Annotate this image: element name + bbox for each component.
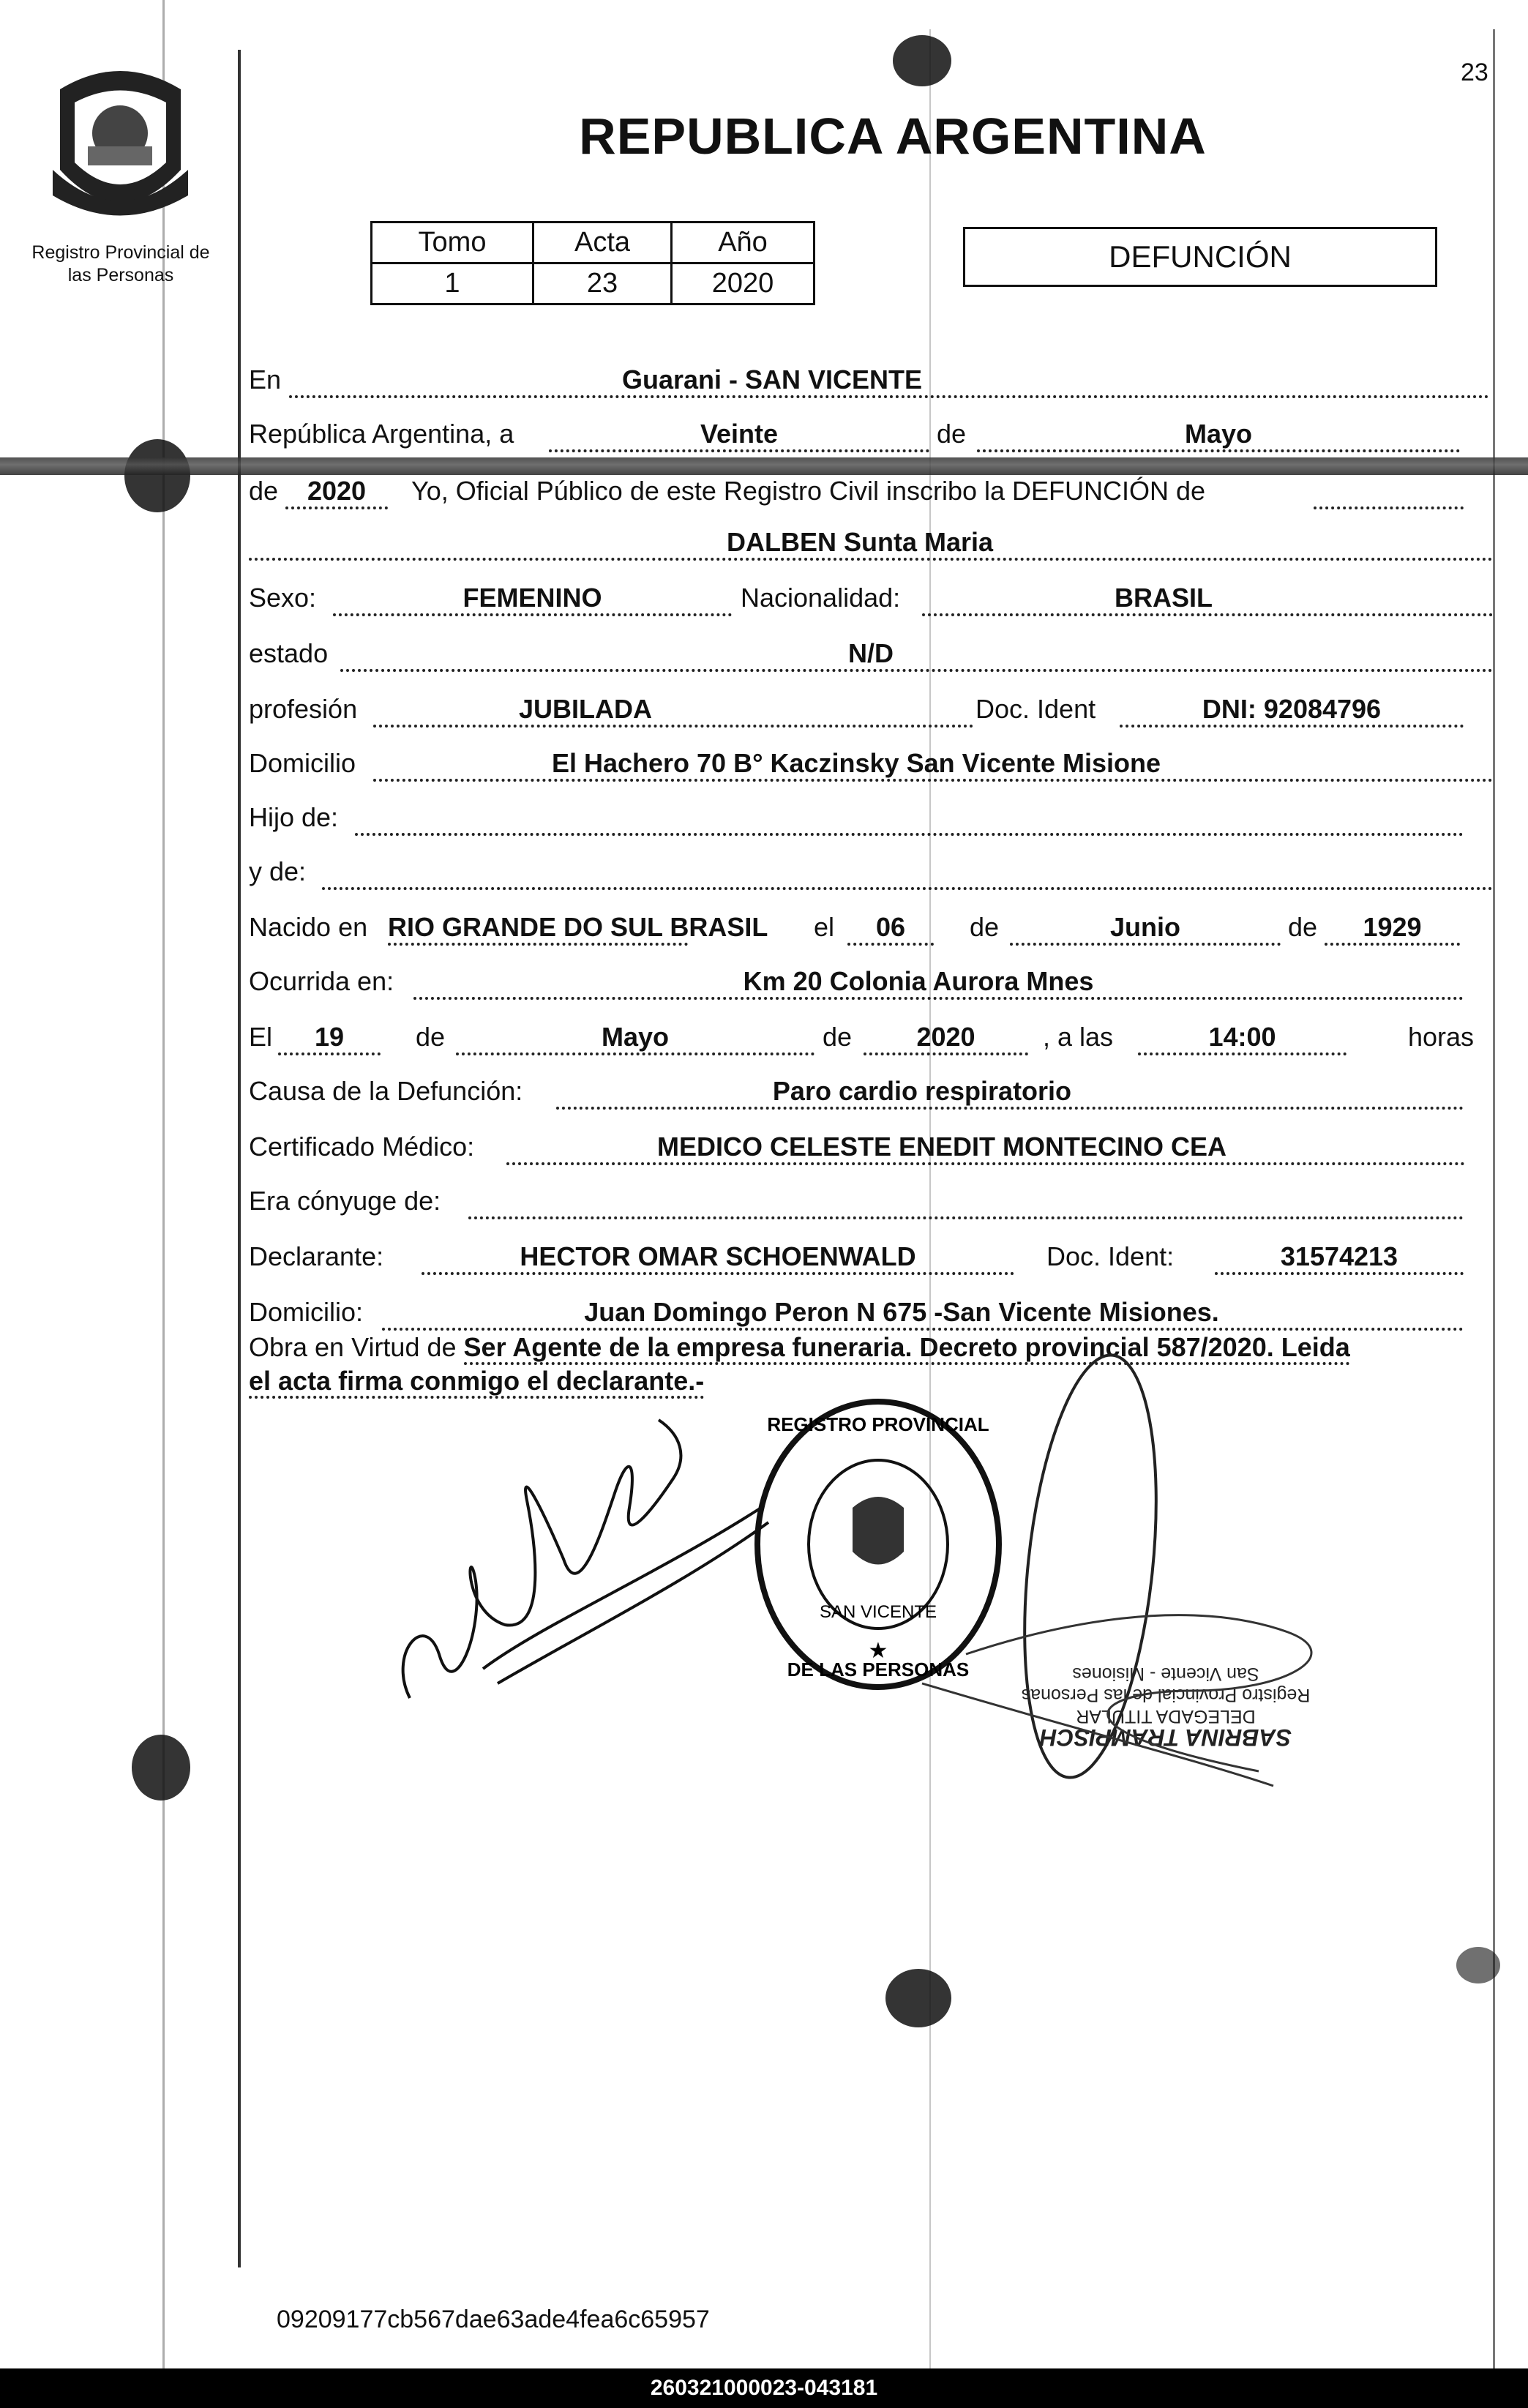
delegate-name: SABRINA TRAMPISCH: [1040, 1724, 1292, 1751]
dotted-line: [1120, 725, 1464, 728]
dotted-line: [422, 1272, 1014, 1275]
doc-ident2-value: 31574213: [1280, 1241, 1398, 1271]
ocurrida-label: Ocurrida en:: [249, 966, 394, 996]
domicilio-label: Domicilio: [249, 748, 356, 778]
scan-blot: [124, 439, 190, 512]
anio-value: 2020: [307, 476, 367, 506]
row-sexo: [249, 575, 1493, 616]
nac-anio: 1929: [1363, 912, 1422, 942]
registry-label: [15, 242, 227, 287]
row-estado: [249, 631, 1493, 672]
dotted-line: [1215, 1272, 1464, 1275]
svg-text:SAN VICENTE: SAN VICENTE: [819, 1602, 937, 1622]
nac-dia: 06: [875, 912, 906, 942]
acta-value: 23: [533, 263, 672, 304]
scan-blot: [1456, 1947, 1500, 1983]
document-type: DEFUNCIÓN: [1109, 239, 1292, 274]
estado-label: estado: [249, 638, 329, 668]
dotted-line: [977, 449, 1460, 452]
nacionalidad-label: Nacionalidad:: [741, 583, 901, 613]
row-yde: [249, 849, 1493, 890]
oficial-text: Yo, Oficial Público de este Registro Civil inscribo la DEFUNCIÓN de: [411, 476, 1206, 506]
row-conyuge: [249, 1178, 1493, 1219]
dotted-line: [289, 395, 1489, 398]
row-nacido: [249, 905, 1493, 946]
nacido-value: RIO GRANDE DO SUL BRASIL: [388, 912, 768, 942]
acta-header-row: [372, 223, 814, 263]
sexo-label: Sexo:: [249, 583, 317, 613]
tomo-value: 1: [372, 263, 533, 304]
nacionalidad-value: BRASIL: [1115, 583, 1213, 613]
row-nombre: [249, 520, 1493, 561]
ocurrida-value: Km 20 Colonia Aurora Mnes: [743, 966, 1094, 996]
official-signature: [878, 1347, 1376, 1874]
scan-left-edge: [162, 0, 165, 2386]
delegate-place: San Vicente - Misiones: [1072, 1664, 1259, 1684]
certificado-value: MEDICO CELESTE ENEDIT MONTECINO CEA: [656, 1132, 1227, 1162]
estado-value: N/D: [848, 638, 894, 668]
row-certificado: [249, 1124, 1493, 1165]
alas-label: , a las: [1043, 1022, 1114, 1052]
dotted-line: [1138, 1052, 1347, 1055]
document-type-box: [963, 227, 1437, 287]
footer-code: 260321000023-043181: [650, 2376, 878, 2400]
obra-value-2: el acta firma conmigo el declarante.-: [249, 1366, 704, 1399]
registry-line-1: Registro Provincial de: [31, 242, 210, 263]
dotted-line: [340, 669, 1493, 672]
acta-value-row: [372, 263, 814, 304]
republica-label: República Argentina, a: [249, 419, 514, 449]
dotted-line: [1314, 506, 1464, 509]
row-profesion: [249, 687, 1493, 728]
registry-line-2: las Personas: [67, 265, 174, 285]
doc-ident2-label: Doc. Ident:: [1046, 1241, 1175, 1271]
yde-label: y de:: [249, 856, 307, 886]
dotted-line: [1010, 943, 1281, 946]
dotted-line: [382, 1328, 1464, 1331]
declarante-value: HECTOR OMAR SCHOENWALD: [520, 1241, 916, 1271]
row-republica: [249, 411, 1493, 452]
dotted-line: [847, 943, 934, 946]
acta-table: [370, 221, 815, 305]
dotted-line: [556, 1107, 1464, 1110]
nombre-value: DALBEN Sunta Maria: [726, 527, 994, 557]
en-value: Guarani - SAN VICENTE: [621, 364, 923, 395]
dotted-line: [1325, 943, 1460, 946]
certificado-label: Certificado Médico:: [249, 1132, 475, 1162]
de-label: de: [1288, 912, 1318, 942]
row-domicilio: [249, 741, 1493, 782]
el-label: el: [814, 912, 835, 942]
acta-header: Acta: [533, 223, 672, 263]
nacido-label: Nacido en: [249, 912, 368, 942]
profesion-value: JUBILADA: [518, 694, 652, 724]
right-margin-rule: [1493, 29, 1495, 2386]
causa-value: Paro cardio respiratorio: [772, 1076, 1072, 1106]
dotted-line: [413, 997, 1464, 1000]
el2-label: El: [249, 1022, 273, 1052]
footer-code-bar: [0, 2368, 1528, 2408]
dotted-line: [322, 887, 1493, 890]
def-dia: 19: [314, 1022, 345, 1052]
declarante-label: Declarante:: [249, 1241, 384, 1271]
tomo-header: Tomo: [372, 223, 533, 263]
conyuge-label: Era cónyuge de:: [249, 1186, 441, 1216]
dotted-line: [864, 1052, 1028, 1055]
svg-text:DE LAS PERSONAS: DE LAS PERSONAS: [787, 1659, 970, 1680]
document-title: REPUBLICA ARGENTINA: [579, 108, 1207, 165]
nac-mes: Junio: [1110, 912, 1180, 942]
row-hijo: [249, 795, 1493, 836]
dotted-line: [373, 725, 973, 728]
dotted-line: [388, 943, 688, 946]
dotted-line: [506, 1162, 1465, 1165]
sexo-value: FEMENINO: [462, 583, 602, 613]
de-label: de: [249, 476, 279, 506]
anio-header: Año: [672, 223, 814, 263]
misiones-province-logo: [45, 60, 195, 225]
mes-value: Mayo: [1184, 419, 1253, 449]
delegate-org: Registro Provincial de las Personas: [1021, 1685, 1311, 1705]
scan-strike-artifact: [0, 457, 1528, 475]
row-ocurrida: [249, 959, 1493, 1000]
de-label: de: [823, 1022, 853, 1052]
anio-value: 2020: [672, 263, 814, 304]
scan-blot: [885, 1969, 951, 2027]
row-fecha-defuncion: [249, 1014, 1493, 1055]
row-domicilio2: [249, 1290, 1493, 1331]
dotted-line: [373, 779, 1493, 782]
left-margin-rule: [238, 50, 241, 2267]
dotted-line: [922, 613, 1493, 616]
profesion-label: profesión: [249, 694, 358, 724]
domicilio2-value: Juan Domingo Peron N 675 -San Vicente Misiones.: [584, 1297, 1219, 1327]
svg-text:REGISTRO PROVINCIAL: REGISTRO PROVINCIAL: [767, 1413, 989, 1435]
row-en: [249, 357, 1493, 398]
obra-value-1: Ser Agente de la empresa funeraria. Decreto provincial 587/2020. Leida: [464, 1332, 1350, 1365]
dotted-line: [285, 506, 388, 509]
dotted-line: [278, 1052, 381, 1055]
de-label: de: [416, 1022, 446, 1052]
dotted-line: [549, 449, 929, 452]
dia-value: Veinte: [700, 419, 779, 449]
de-label: de: [937, 419, 967, 449]
page-number: 23: [1461, 59, 1488, 86]
obra-label: Obra en Virtud de: [249, 1332, 457, 1362]
dotted-line: [333, 613, 732, 616]
hijo-label: Hijo de:: [249, 802, 339, 832]
doc-ident-label: Doc. Ident: [975, 694, 1096, 724]
svg-text:★: ★: [868, 1638, 888, 1664]
row-causa: [249, 1069, 1493, 1110]
domicilio2-label: Domicilio:: [249, 1297, 364, 1327]
de-label: de: [970, 912, 1000, 942]
scan-blot: [893, 35, 951, 86]
def-mes: Mayo: [601, 1022, 670, 1052]
delegate-role: DELEGADA TITULAR: [1076, 1706, 1256, 1727]
def-anio: 2020: [916, 1022, 975, 1052]
horas-label: horas: [1408, 1022, 1475, 1052]
scan-blot: [132, 1735, 190, 1801]
row-declarante: [249, 1234, 1493, 1275]
declarant-signature: [395, 1391, 805, 1713]
document-hash: 09209177cb567dae63ade4fea6c65957: [277, 2306, 710, 2333]
doc-ident-value: DNI: 92084796: [1202, 694, 1382, 724]
dotted-line: [456, 1052, 814, 1055]
en-label: En: [249, 364, 282, 395]
domicilio-value: El Hachero 70 B° Kaczinsky San Vicente Misione: [551, 748, 1161, 778]
dotted-line: [355, 833, 1464, 836]
dotted-line: [249, 558, 1493, 561]
causa-label: Causa de la Defunción:: [249, 1076, 523, 1106]
hora-value: 14:00: [1208, 1022, 1276, 1052]
dotted-line: [468, 1216, 1464, 1219]
